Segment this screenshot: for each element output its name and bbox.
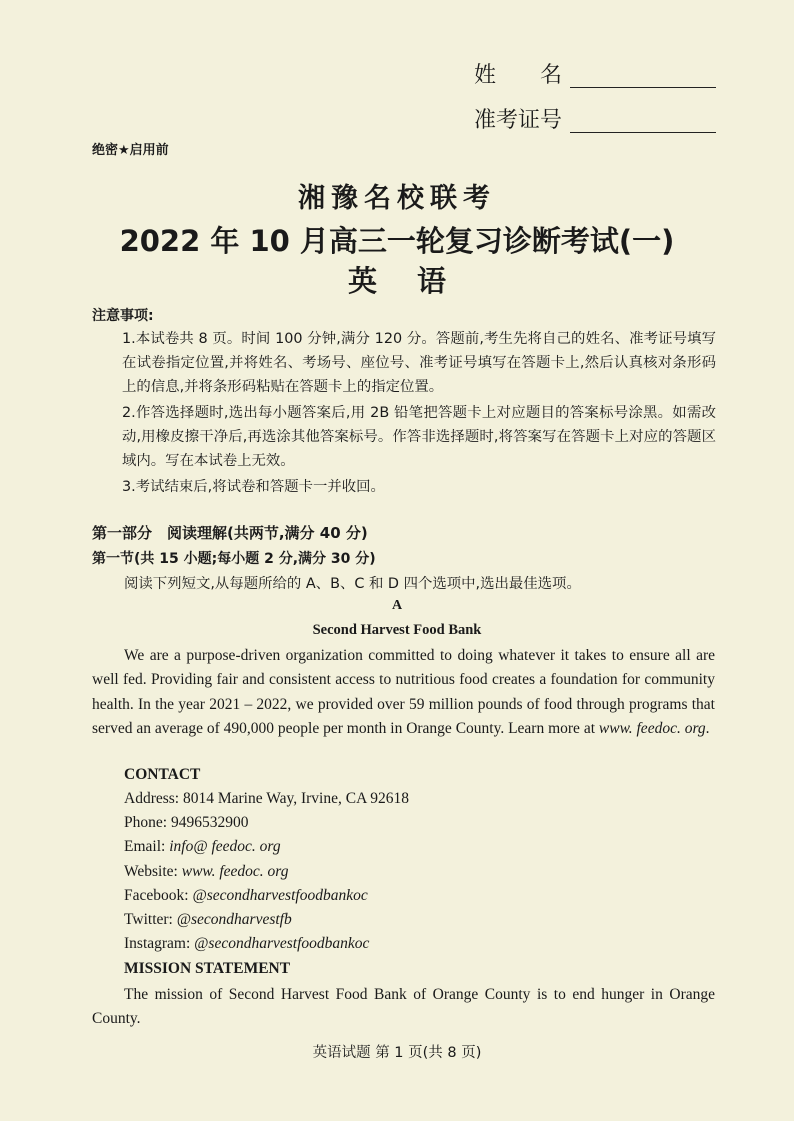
name-label: 姓 名 (474, 63, 563, 88)
exam-org-title: 湘豫名校联考 (298, 183, 496, 214)
contact-label: Address: (124, 790, 183, 807)
exam-id-field[interactable] (570, 131, 716, 133)
exam-id-label: 准考证号 (474, 108, 563, 133)
confidential-mark: 绝密★启用前 (92, 143, 169, 158)
notice-heading: 注意事项: (92, 308, 154, 324)
contact-row (124, 814, 248, 832)
passage-title: Second Harvest Food Bank (312, 622, 482, 638)
notice-item-1: 1.本试卷共 8 页。时间 100 分钟,满分 120 分。答题前,考生先将自己的姓名、准考证号填写在试卷指定位置,并将姓名、考场号、座位号、准考证号填写在答题卡上,然后认真核对条形码上的信息,并将条形码粘贴在答题卡上的指定位置。 (122, 331, 716, 395)
exam-title: 2022 年 10 月高三一轮复习诊断考试(一) (119, 224, 675, 258)
subject-title: 英语 (347, 264, 486, 298)
reading-instruction: 阅读下列短文,从每题所给的 A、B、C 和 D 四个选项中,选出最佳选项。 (124, 576, 581, 592)
contact-row (124, 838, 281, 856)
contact-row (124, 863, 289, 881)
notice-item-2: 2.作答选择题时,选出每小题答案后,用 2B 铅笔把答题卡上对应题目的答案标号涂黑。如需改动,用橡皮擦干净后,再选涂其他答案标号。作答非选择题时,将答案写在答题卡上对应的答题区域内。写在本试卷上无效。 (122, 405, 716, 469)
intro-paragraph (92, 644, 715, 741)
contact-label: Twitter: (124, 911, 177, 928)
intro-website-link[interactable]: www. feedoc. org (598, 719, 706, 737)
part1-heading: 第一部分 阅读理解(共两节,满分 40 分) (92, 524, 368, 542)
contact-value[interactable]: @secondharvestfoodbankoc (194, 935, 370, 953)
page-footer: 英语试题 第 1 页(共 8 页) (312, 1045, 482, 1061)
contact-value[interactable]: info@ feedoc. org (169, 838, 281, 856)
contact-value[interactable]: www. feedoc. org (181, 862, 289, 880)
contact-value: 8014 Marine Way, Irvine, CA 92618 (182, 790, 410, 807)
contact-label: Website: (124, 862, 182, 880)
contact-value[interactable]: @secondharvestfb (176, 911, 292, 928)
mission-heading: MISSION STATEMENT (124, 960, 291, 977)
mission-paragraph: The mission of Second Harvest Food Bank of Orange County is to end hunger in Orange County. (92, 986, 715, 1028)
contact-label: Phone: (124, 814, 171, 832)
contact-heading: CONTACT (124, 766, 201, 783)
contact-label: Facebook: (124, 886, 193, 904)
intro-end: . (705, 719, 710, 737)
contact-label: Instagram: (124, 935, 195, 953)
contact-value: 9496532900 (170, 814, 249, 832)
contact-row (124, 790, 409, 808)
contact-value[interactable]: @secondharvestfoodbankoc (192, 886, 368, 904)
passage-letter: A (391, 598, 403, 613)
section1-heading: 第一节(共 15 小题;每小题 2 分,满分 30 分) (92, 551, 376, 567)
notice-item-3: 3.考试结束后,将试卷和答题卡一并收回。 (122, 479, 385, 495)
contact-row (124, 911, 292, 929)
contact-row (124, 935, 369, 953)
contact-label: Email: (124, 838, 170, 856)
intro-text: We are a purpose-driven organization committed to doing whatever it takes to ensure all are well fed. Providing fair and consistent access to nutritious food creates a foundation for community health. In the year 2021 – 2022, we provided over 59 million pounds of food through programs that served an average of 490,000 people per month in Orange County. Learn more at (92, 647, 715, 737)
name-field[interactable] (570, 86, 716, 88)
contact-row (124, 887, 368, 905)
